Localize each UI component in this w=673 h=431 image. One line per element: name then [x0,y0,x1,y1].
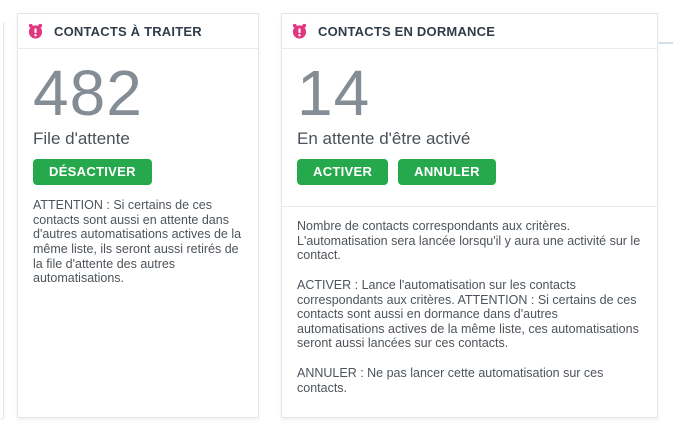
queue-count-label: File d'attente [33,129,130,148]
button-row [297,159,642,185]
alarm-exclamation-icon [292,23,307,39]
partial-panel-edge-right [659,42,673,44]
alarm-exclamation-icon [28,23,43,39]
contacts-a-traiter-card [17,13,259,418]
card-description-section [282,207,657,395]
activer-button[interactable]: ACTIVER [297,159,388,185]
criteria-info-note: Nombre de contacts correspondants aux critères. L'automatisation sera lancée lorsqu'il y aura une activité sur le contact. [297,219,641,263]
card-body [18,49,258,296]
contacts-en-dormance-card [281,13,658,418]
partial-card-edge-left [0,22,4,418]
dormant-count: 14 [297,57,371,129]
annuler-explanation-note: ANNULER : Ne pas lancer cette automatisation sur ces contacts. [297,366,604,395]
card-title: CONTACTS EN DORMANCE [318,23,496,39]
card-body [282,49,657,195]
activer-explanation-note: ACTIVER : Lance l'automatisation sur les contacts correspondants aux critères. ATTENTION : Si certains de ces contacts sont aussi en dormance dans d'autres automatisations actives de la même liste, ces automatisations seront aussi lancées sur ces contacts. [297,277,639,351]
card-header [18,14,258,49]
card-title: CONTACTS À TRAITER [54,23,202,39]
card-header [282,14,657,49]
attention-note: ATTENTION : Si certains de ces contacts sont aussi en attente dans d'autres automatisations actives de la même liste, ils seront aussi retirés de la file d'attente des autres automatisations. [33,198,242,286]
annuler-button[interactable]: ANNULER [398,159,496,185]
dormant-count-label: En attente d'être activé [297,129,471,148]
queue-count: 482 [33,57,143,129]
button-row [33,159,243,185]
desactiver-button[interactable]: DÉSACTIVER [33,159,152,185]
